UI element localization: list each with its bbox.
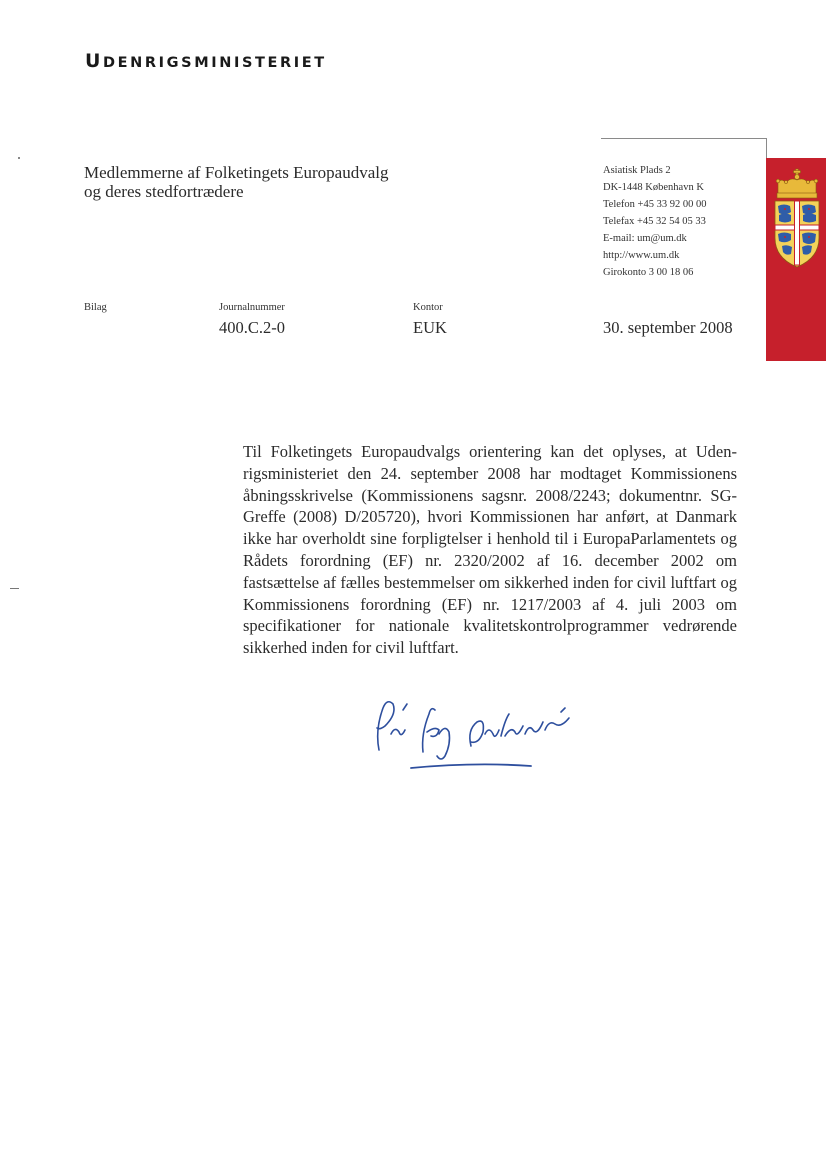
ministry-letterhead-title: UDENRIGSMINISTERIET xyxy=(85,50,327,72)
sender-address-block xyxy=(603,162,706,281)
recipient-line-1: Medlemmerne af Folketingets Europaudvalg xyxy=(84,163,389,182)
letter-date: 30. september 2008 xyxy=(603,318,733,337)
address-frame-side-rule xyxy=(766,138,767,158)
journal-number-value: 400.C.2-0 xyxy=(219,318,285,337)
bilag-label: Bilag xyxy=(84,302,107,313)
office-label: Kontor xyxy=(413,302,443,313)
handwritten-signature xyxy=(365,690,585,780)
office-value: EUK xyxy=(413,318,447,337)
letter-body-paragraph: Til Folketingets Europaudvalgs orientering kan det oplyses, at Udenrigsministeriet den 24. september 2008 har modtaget Kommissionens åbningsskrivelse (Kommissionens sagsnr. 2008/2243; dokumentnr. SG-Greffe (2008) D/205720), hvori Kommissionen har anført, at Danmark ikke har overholdt sine forpligtelser i henhold til i EuropaParlamentets og Rådets forordning (EF) nr. 2320/2002 af 16. december 2002 om fastsættelse af fælles bestemmelser om sikkerhed inden for civil luftfart og Kommissionens forordning (EF) nr. 1217/2003 af 4. juli 2003 om specifikationer for nationale kvalitetskontrolprogrammer vedrørende sikkerhed inden for civil luftfart. xyxy=(243,442,737,658)
address-street: Asiatisk Plads 2 xyxy=(603,165,671,176)
fold-mark xyxy=(10,588,19,589)
recipient-block xyxy=(84,163,389,201)
address-phone: Telefon +45 33 92 00 00 xyxy=(603,199,707,210)
recipient-line-2: og deres stedfortrædere xyxy=(84,182,244,201)
address-giro: Girokonto 3 00 18 06 xyxy=(603,267,694,278)
journal-number-label: Journalnummer xyxy=(219,302,285,313)
address-web: http://www.um.dk xyxy=(603,250,680,261)
address-frame-top-rule xyxy=(601,138,767,139)
address-city: DK-1448 København K xyxy=(603,182,704,193)
danish-royal-crest-icon xyxy=(772,168,822,268)
margin-mark xyxy=(18,157,20,159)
address-fax: Telefax +45 32 54 05 33 xyxy=(603,216,706,227)
address-email: E-mail: um@um.dk xyxy=(603,233,687,244)
